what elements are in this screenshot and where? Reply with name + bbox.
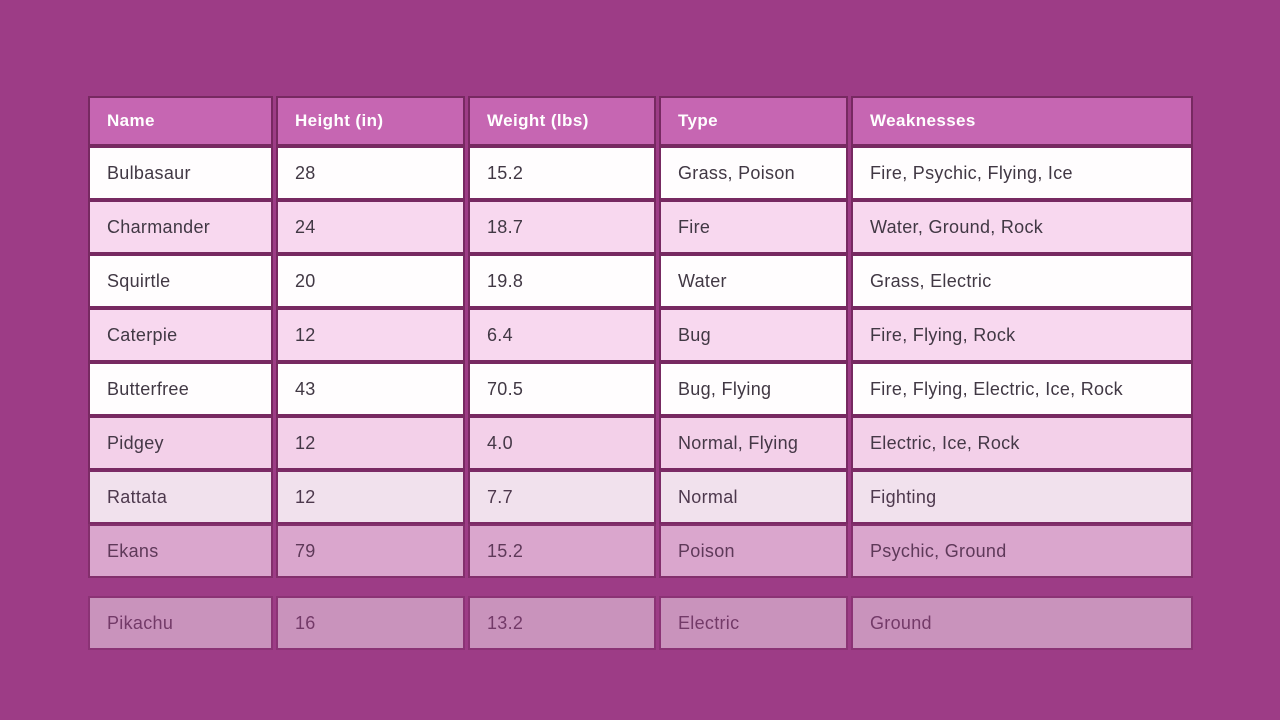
header-cell-weaknesses: Weaknesses [851,96,1193,146]
header-cell-height: Height (in) [276,96,465,146]
cell-type: Grass, Poison [659,146,848,200]
cell-weaknesses: Fire, Flying, Rock [851,308,1193,362]
row-gap [88,578,1193,596]
cell-weight: 4.0 [468,416,656,470]
cell-height: 43 [276,362,465,416]
cell-weight: 70.5 [468,362,656,416]
cell-weaknesses: Water, Ground, Rock [851,200,1193,254]
cell-height: 79 [276,524,465,578]
cell-weaknesses: Psychic, Ground [851,524,1193,578]
cell-weaknesses: Grass, Electric [851,254,1193,308]
table-row [88,254,1193,308]
cell-height: 24 [276,200,465,254]
table-body [88,146,1193,650]
cell-name: Pidgey [88,416,273,470]
cell-height: 12 [276,308,465,362]
table-row [88,524,1193,578]
cell-height: 12 [276,416,465,470]
cell-weaknesses: Fire, Psychic, Flying, Ice [851,146,1193,200]
cell-type: Fire [659,200,848,254]
cell-name: Bulbasaur [88,146,273,200]
table-header-row [88,96,1193,146]
table-row [88,308,1193,362]
cell-name: Ekans [88,524,273,578]
cell-name: Butterfree [88,362,273,416]
pokemon-table [88,96,1193,650]
cell-weight: 15.2 [468,146,656,200]
table-row [88,200,1193,254]
cell-weight: 6.4 [468,308,656,362]
cell-name: Squirtle [88,254,273,308]
cell-height: 28 [276,146,465,200]
cell-type: Bug [659,308,848,362]
header-cell-weight: Weight (lbs) [468,96,656,146]
table-row [88,146,1193,200]
table-row [88,416,1193,470]
cell-height: 16 [276,596,465,650]
header-cell-type: Type [659,96,848,146]
cell-weight: 18.7 [468,200,656,254]
cell-name: Caterpie [88,308,273,362]
table-row [88,470,1193,524]
table-row [88,362,1193,416]
cell-type: Electric [659,596,848,650]
cell-type: Normal, Flying [659,416,848,470]
cell-type: Normal [659,470,848,524]
cell-name: Charmander [88,200,273,254]
cell-height: 20 [276,254,465,308]
table-row [88,596,1193,650]
cell-weaknesses: Ground [851,596,1193,650]
cell-type: Water [659,254,848,308]
cell-weight: 19.8 [468,254,656,308]
cell-weight: 15.2 [468,524,656,578]
cell-weaknesses: Fighting [851,470,1193,524]
header-cell-name: Name [88,96,273,146]
cell-weight: 13.2 [468,596,656,650]
cell-weaknesses: Electric, Ice, Rock [851,416,1193,470]
cell-height: 12 [276,470,465,524]
cell-weight: 7.7 [468,470,656,524]
cell-name: Rattata [88,470,273,524]
cell-name: Pikachu [88,596,273,650]
cell-type: Bug, Flying [659,362,848,416]
cell-type: Poison [659,524,848,578]
cell-weaknesses: Fire, Flying, Electric, Ice, Rock [851,362,1193,416]
